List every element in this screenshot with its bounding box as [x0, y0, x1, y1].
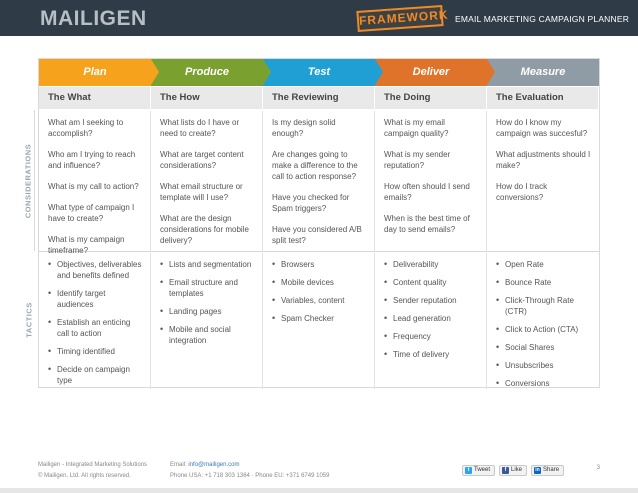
tactic-item: • Deliverability [384, 259, 480, 270]
tweet-button[interactable]: t Tweet [462, 465, 495, 476]
tactics-cell [151, 253, 263, 389]
consideration-question: What is my sender reputation? [384, 150, 451, 170]
tactic-item: • Landing pages [160, 306, 256, 317]
considerations-cell [39, 111, 151, 255]
tactic-item: • Lead generation [384, 313, 480, 324]
tactic-item: • Click to Action (CTA) [496, 324, 593, 335]
phase-produce: Produce [151, 59, 263, 86]
tactic-item: • Objectives, deliverables and benefits defined [48, 259, 144, 281]
header-bar [0, 0, 638, 36]
tactic-item: • Spam Checker [272, 313, 368, 324]
tactic-item: • Variables, content [272, 295, 368, 306]
consideration-question: How do I know my campaign was succesful? [496, 118, 588, 138]
tactic-item: • Mobile devices [272, 277, 368, 288]
phase-arrow-tip [151, 59, 159, 85]
tactic-item: • Email structure and templates [160, 277, 256, 299]
tactic-item: • Click-Through Rate (CTR) [496, 295, 593, 317]
facebook-icon: f [502, 467, 509, 474]
tactics-list [496, 259, 593, 389]
page-title: EMAIL MARKETING CAMPAIGN PLANNER [455, 14, 630, 24]
phase-test: Test [263, 59, 375, 86]
considerations-cell [151, 111, 263, 251]
twitter-icon: t [465, 467, 472, 474]
consideration-question: Are changes going to make a difference to the call to action response? [272, 150, 358, 181]
considerations-cell [487, 111, 599, 251]
tactic-item: • Content quality [384, 277, 480, 288]
consideration-question: What type of campaign I have to create? [48, 203, 135, 223]
consideration-question: What lists do I have or need to create? [160, 118, 240, 138]
footer-contact: Email: info@mailigen.com Phone USA: +1 718 303 1364 · Phone EU: +371 6749 1059 [170, 462, 330, 479]
considerations-cell [375, 111, 487, 251]
tactic-item: • Frequency [384, 331, 480, 342]
consideration-question: What are target content considerations? [160, 150, 244, 170]
consideration-question: What is my call to action? [48, 182, 139, 191]
tactics-list [160, 259, 256, 346]
consideration-question: When is the best time of day to send emails? [384, 214, 470, 234]
phase-deliver: Deliver [375, 59, 487, 86]
phase-plan: Plan [39, 59, 151, 86]
column-headers [39, 87, 599, 109]
bottom-bar [0, 488, 638, 493]
considerations-row [39, 111, 599, 255]
considerations-cell [263, 111, 375, 251]
tactic-item: • Unsubscribes [496, 360, 593, 371]
social-buttons [462, 465, 564, 476]
phase-measure: Measure [487, 59, 599, 86]
phase-arrows [39, 59, 599, 86]
consideration-question: Who am I trying to reach and influence? [48, 150, 136, 170]
tactic-item: • Establish an enticing call to action [48, 317, 144, 339]
tactic-item: • Bounce Rate [496, 277, 593, 288]
tactic-item: • Identify target audiences [48, 288, 144, 310]
phase-arrow-tip [263, 59, 271, 85]
tactics-cell [263, 253, 375, 389]
consideration-question: Is my design solid enough? [272, 118, 336, 138]
tactic-item: • Timing identified [48, 346, 144, 357]
tactic-item: • Sender reputation [384, 295, 480, 306]
mailigen-logo: MAILIGEN [40, 7, 147, 30]
phase-arrow-tip [375, 59, 383, 85]
share-button[interactable]: in Share [531, 465, 564, 476]
column-header: The How [151, 87, 263, 109]
tactics-row [39, 253, 599, 389]
email-link[interactable]: info@mailigen.com [188, 462, 240, 468]
consideration-question: What adjustments should I make? [496, 150, 591, 170]
like-button[interactable]: f Like [499, 465, 527, 476]
consideration-question: How often should I send emails? [384, 182, 470, 202]
phase-arrow-tip [487, 59, 495, 85]
footer [38, 460, 600, 484]
tactics-list [384, 259, 480, 360]
tactic-item: • Social Shares [496, 342, 593, 353]
planner-table [38, 58, 600, 388]
tactic-item: • Open Rate [496, 259, 593, 270]
tactic-item: • Browsers [272, 259, 368, 270]
consideration-question: What email structure or template will I use? [160, 182, 243, 202]
page-number: 3 [596, 465, 600, 471]
tactics-cell [39, 253, 151, 389]
considerations-row-label: CONSIDERATIONS [22, 110, 35, 251]
consideration-question: What am I seeking to accomplish? [48, 118, 124, 138]
tactics-row-label: TACTICS [24, 302, 33, 338]
tactic-item: • Lists and segmentation [160, 259, 256, 270]
column-header: The Reviewing [263, 87, 375, 109]
consideration-question: What are the design considerations for mobile delivery? [160, 214, 249, 245]
tactic-item: • Conversions [496, 378, 593, 389]
tactic-item: • Mobile and social integration [160, 324, 256, 346]
consideration-question: How do I track conversions? [496, 182, 548, 202]
column-header: The Evaluation [487, 87, 599, 109]
tactics-cell [375, 253, 487, 389]
tactic-item: • Decide on campaign type [48, 364, 144, 386]
tactics-list [272, 259, 368, 324]
tactic-item: • Time of delivery [384, 349, 480, 360]
footer-company: Mailigen - Integrated Marketing Solutions © Mailigen, Ltd. All rights reserved. [38, 462, 148, 479]
tactics-cell [487, 253, 599, 389]
column-header: The Doing [375, 87, 487, 109]
consideration-question: Have you considered A/B split test? [272, 225, 362, 245]
linkedin-icon: in [535, 467, 540, 473]
consideration-question: What is my email campaign quality? [384, 118, 449, 138]
consideration-question: What is my campaign timeframe? [48, 235, 125, 255]
column-header: The What [39, 87, 151, 109]
consideration-question: Have you checked for Spam triggers? [272, 193, 350, 213]
framework-badge: FRAMEWORK [356, 5, 443, 32]
tactics-list [48, 259, 144, 386]
